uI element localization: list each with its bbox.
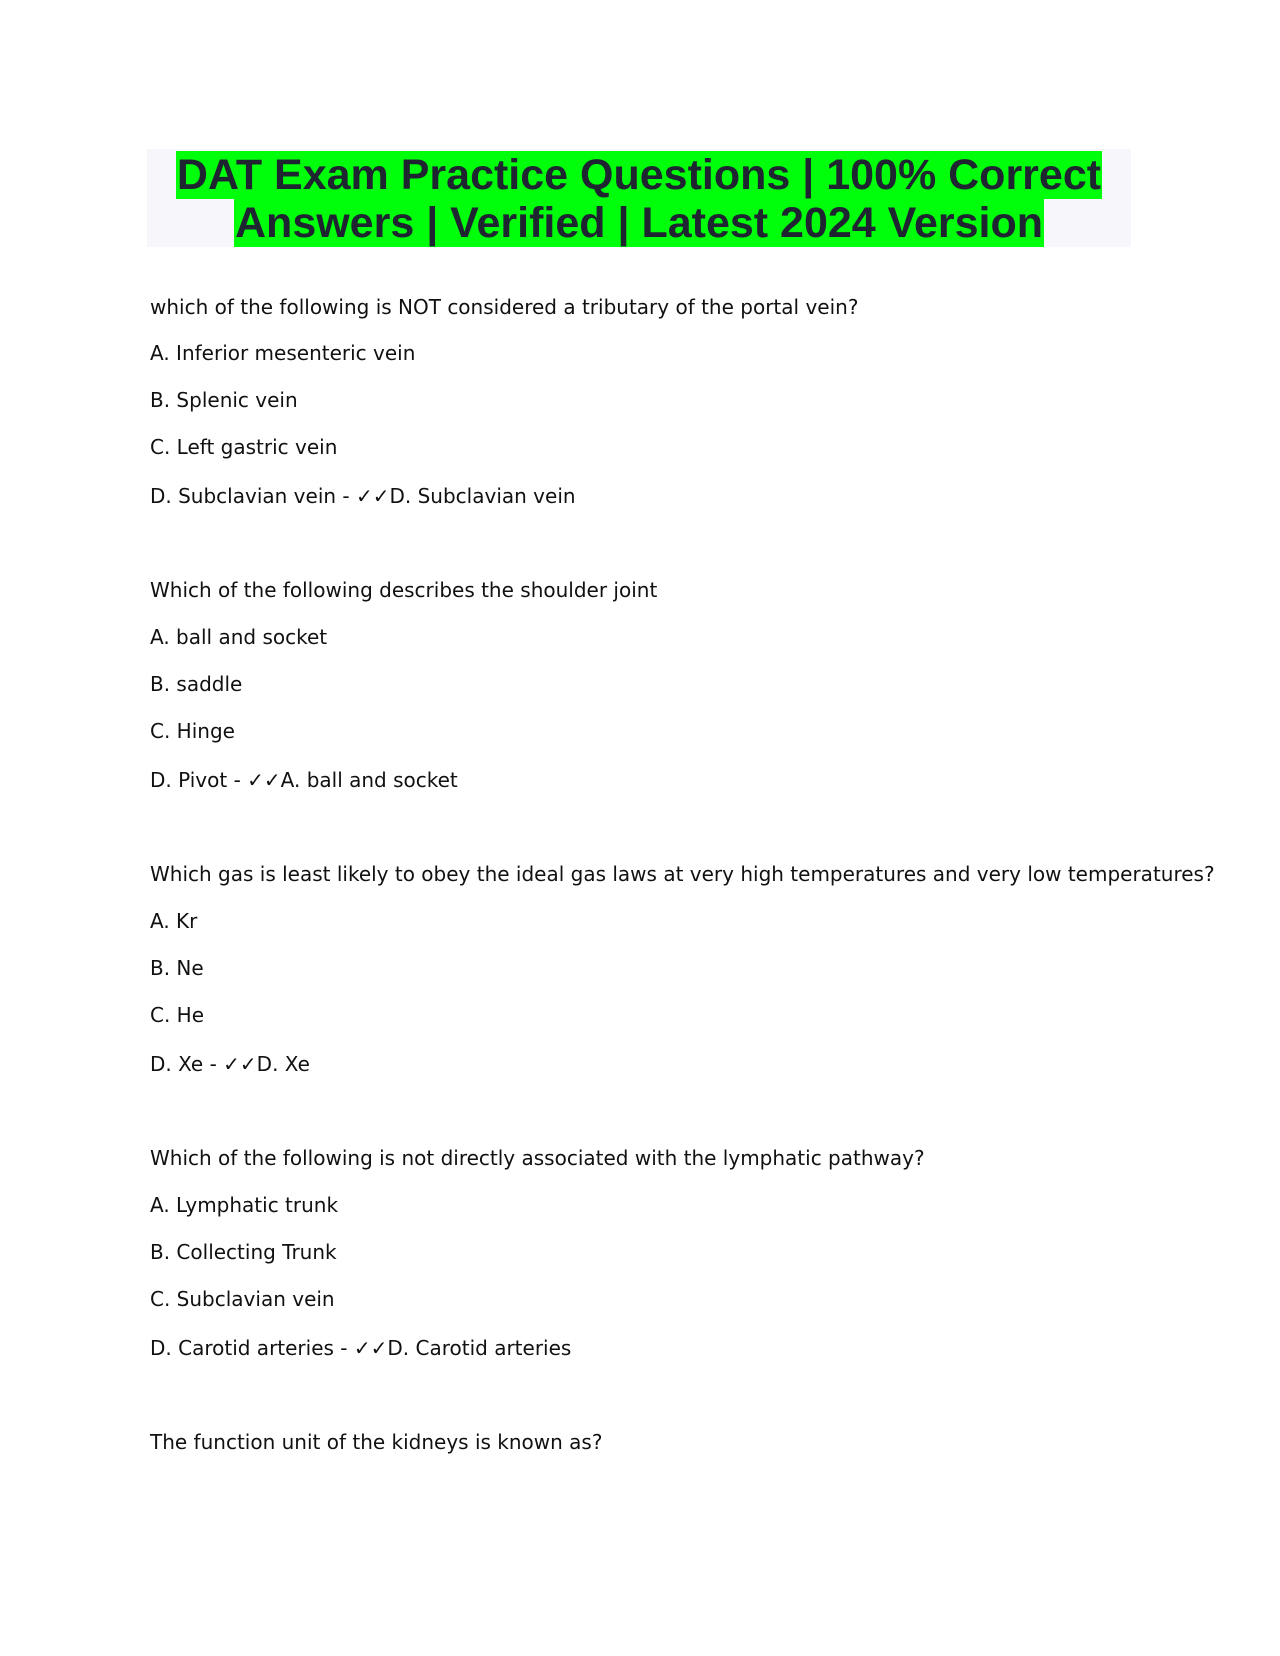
question-1-text: which of the following is NOT considered a tributary of the portal vein? bbox=[150, 295, 859, 319]
question-3-option-d: D. Xe - bbox=[150, 1052, 224, 1076]
question-2-answer: A. ball and socket bbox=[280, 768, 458, 792]
question-2-option-d: D. Pivot - bbox=[150, 768, 248, 792]
question-4-answer-line bbox=[150, 1335, 571, 1361]
question-3-option-c: C. He bbox=[150, 1003, 205, 1027]
question-2-answer-line bbox=[150, 767, 458, 793]
check-icon: ✓✓ bbox=[247, 768, 281, 792]
question-3-answer: D. Xe bbox=[256, 1052, 310, 1076]
question-2-option-b: B. saddle bbox=[150, 672, 243, 696]
page-title bbox=[147, 149, 1131, 247]
question-2-option-c: C. Hinge bbox=[150, 719, 235, 743]
question-5-text: The function unit of the kidneys is known as? bbox=[150, 1430, 603, 1454]
check-icon: ✓✓ bbox=[223, 1052, 257, 1076]
question-1-option-b: B. Splenic vein bbox=[150, 388, 298, 412]
check-icon: ✓✓ bbox=[355, 484, 390, 508]
question-1-answer-line bbox=[150, 483, 576, 509]
question-4-answer: D. Carotid arteries bbox=[387, 1336, 572, 1360]
question-4-option-a: A. Lymphatic trunk bbox=[150, 1193, 339, 1217]
question-2-option-a: A. ball and socket bbox=[150, 625, 328, 649]
question-2-text: Which of the following describes the shoulder joint bbox=[150, 578, 658, 602]
question-1-answer: D. Subclavian vein bbox=[389, 484, 576, 508]
question-1-option-a: A. Inferior mesenteric vein bbox=[150, 341, 416, 365]
question-3-answer-line bbox=[150, 1051, 310, 1077]
question-4-option-b: B. Collecting Trunk bbox=[150, 1240, 337, 1264]
question-1-option-d: D. Subclavian vein - bbox=[150, 484, 356, 508]
question-4-option-c: C. Subclavian vein bbox=[150, 1287, 335, 1311]
question-4-text: Which of the following is not directly associated with the lymphatic pathway? bbox=[150, 1146, 925, 1170]
question-3-option-a: A. Kr bbox=[150, 909, 198, 933]
question-3-text: Which gas is least likely to obey the ideal gas laws at very high temperatures and very low temperatures? bbox=[150, 862, 1215, 886]
title-line-1: DAT Exam Practice Questions | 100% Correct bbox=[176, 151, 1102, 199]
question-4-option-d: D. Carotid arteries - bbox=[150, 1336, 354, 1360]
check-icon: ✓✓ bbox=[353, 1336, 388, 1360]
question-1-option-c: C. Left gastric vein bbox=[150, 435, 338, 459]
question-3-option-b: B. Ne bbox=[150, 956, 204, 980]
title-line-2: Answers | Verified | Latest 2024 Version bbox=[235, 199, 1043, 247]
